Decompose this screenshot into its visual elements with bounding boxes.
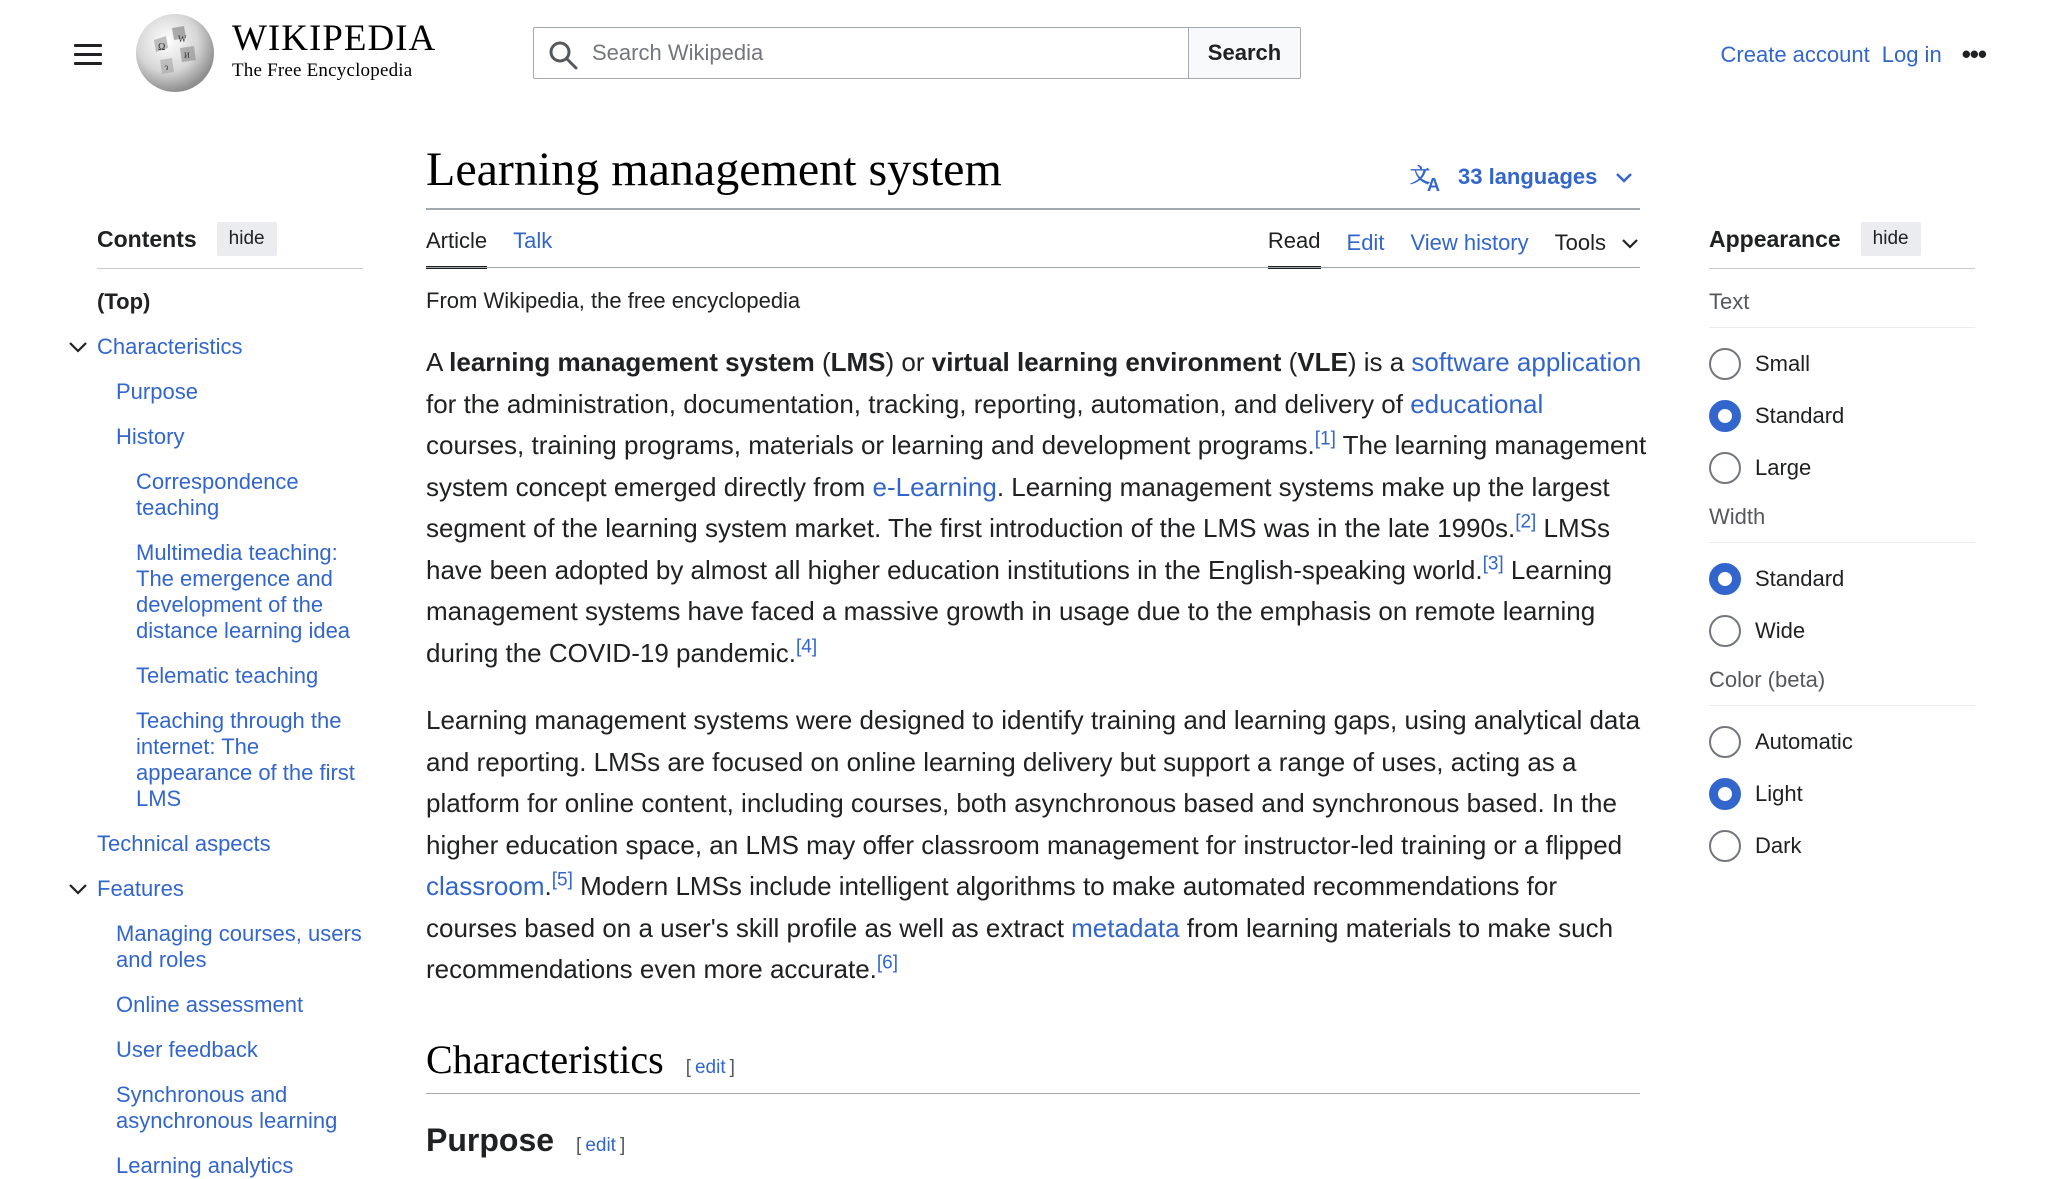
- appearance-panel: [1709, 222, 1975, 882]
- radio-button[interactable]: [1709, 400, 1741, 432]
- section-edit-link[interactable]: edit: [585, 1135, 616, 1156]
- toc-item-managing-courses[interactable]: Managing courses, users and roles: [116, 921, 362, 972]
- text: LMSs have been adopted by almost all higher education institutions in the English-speaking world.: [426, 513, 1610, 585]
- text: Learning management systems have faced a massive growth in usage due to the emphasis on remote learning during the COVID-19 pandemic.: [426, 554, 1613, 668]
- radio-label: Large: [1755, 455, 1812, 480]
- text: Modern LMSs include intelligent algorithms to make automated recommendations for courses based on a user's skill profile as well as extract: [426, 871, 1557, 943]
- radio-label: Standard: [1755, 566, 1845, 591]
- radio-label: Dark: [1755, 833, 1802, 858]
- search-button[interactable]: Search: [1188, 27, 1301, 79]
- wordmark-title: WIKIPEDIA: [232, 18, 437, 59]
- color-option[interactable]: [1709, 726, 1975, 758]
- appearance-title: Appearance: [1709, 225, 1841, 252]
- toc-item-user-feedback[interactable]: User feedback: [116, 1037, 258, 1062]
- toc-item-telematic-teaching[interactable]: Telematic teaching: [136, 663, 319, 688]
- text: ) or: [885, 347, 932, 377]
- title-divider: [426, 208, 1640, 210]
- text-size-option[interactable]: [1709, 452, 1975, 484]
- languages-button[interactable]: [1410, 162, 1635, 195]
- section-edit: [686, 1057, 735, 1079]
- svg-text:W: W: [178, 34, 187, 44]
- toc-hide-button[interactable]: hide: [217, 222, 277, 256]
- main-menu-button[interactable]: [68, 38, 108, 70]
- text: ) is a: [1347, 347, 1412, 377]
- radio-label: Light: [1755, 781, 1803, 806]
- bracket: [: [685, 1057, 691, 1078]
- svg-text:Ω: Ω: [158, 42, 166, 53]
- svg-text:文: 文: [1410, 163, 1430, 187]
- reference-link[interactable]: [5]: [551, 869, 573, 891]
- section-edit-link[interactable]: edit: [694, 1057, 726, 1078]
- toc-item-purpose[interactable]: Purpose: [116, 379, 198, 404]
- width-option[interactable]: [1709, 615, 1975, 647]
- wikipedia-globe-logo[interactable]: [134, 12, 216, 94]
- toc-item-history[interactable]: History: [116, 424, 185, 449]
- tab-read[interactable]: Read: [1268, 228, 1321, 269]
- svg-text:A: A: [1427, 175, 1440, 195]
- link-metadata[interactable]: metadata: [1071, 912, 1180, 943]
- tab-article[interactable]: Article: [426, 228, 487, 269]
- tab-talk[interactable]: Talk: [513, 228, 553, 253]
- toc-item-teaching-through-internet[interactable]: Teaching through the internet: The appearance of the first LMS: [136, 708, 355, 811]
- color-option[interactable]: [1709, 830, 1975, 862]
- search-box: [533, 27, 1189, 79]
- toc-header: [97, 222, 363, 269]
- link-software-application[interactable]: software application: [1411, 347, 1642, 377]
- radio-label: Wide: [1755, 618, 1806, 643]
- tab-view-history[interactable]: View history: [1410, 229, 1529, 255]
- toc-item-label: Features: [97, 876, 184, 901]
- search-icon: [548, 40, 578, 70]
- appearance-header: [1709, 222, 1975, 269]
- bold-term: LMS: [830, 347, 886, 377]
- log-in-link[interactable]: Log in: [1881, 41, 1942, 67]
- link-classroom[interactable]: classroom: [426, 871, 545, 901]
- section-heading-text: Characteristics: [426, 1037, 664, 1082]
- tabs-divider: [426, 267, 1640, 268]
- radio-label: Small: [1755, 351, 1811, 376]
- bold-term: virtual learning environment: [931, 347, 1282, 377]
- namespace-tabs: [426, 228, 578, 269]
- paragraph: [426, 342, 1648, 674]
- text: A: [426, 347, 450, 377]
- toc-item-technical-aspects[interactable]: Technical aspects: [97, 831, 271, 856]
- toc-title: Contents: [97, 225, 197, 252]
- width-group: [1709, 504, 1975, 647]
- wikipedia-wordmark[interactable]: [232, 20, 436, 82]
- toc-item-online-assessment[interactable]: Online assessment: [116, 992, 304, 1017]
- appearance-hide-button[interactable]: hide: [1861, 222, 1921, 256]
- view-tabs: [1242, 228, 1640, 269]
- toc-item-top[interactable]: (Top): [97, 289, 151, 314]
- color-group: [1709, 667, 1975, 862]
- site-subtitle: From Wikipedia, the free encyclopedia: [426, 288, 801, 313]
- radio-button[interactable]: [1709, 615, 1741, 647]
- languages-label: 33 languages: [1458, 164, 1598, 189]
- translate-icon: [1410, 162, 1446, 195]
- text-size-label: Text: [1709, 289, 1975, 328]
- radio-button[interactable]: [1709, 452, 1741, 484]
- paragraph: [426, 700, 1648, 991]
- width-option[interactable]: [1709, 563, 1975, 595]
- radio-button[interactable]: [1709, 348, 1741, 380]
- radio-label: Standard: [1755, 403, 1845, 428]
- text: Learning management systems were designed to identify training and learning gaps, using analytical data and reporting. LMSs are focused on online learning delivery but support a range of uses, acting as a platform for online content, including courses, both asynchronous based and synchronous based. In the higher education space, an LMS may offer classroom management for instructor-led training or a flipped: [426, 705, 1641, 860]
- section-heading-characteristics: [426, 1036, 1640, 1094]
- search-input[interactable]: [534, 28, 1189, 78]
- bracket: ]: [729, 1057, 735, 1078]
- toc-item-label: Characteristics: [97, 334, 243, 359]
- text-size-option[interactable]: [1709, 348, 1975, 380]
- page-title: Learning management system: [426, 143, 1002, 196]
- svg-text:И: И: [184, 51, 190, 60]
- text: for the administration, documentation, tracking, reporting, automation, and delivery of: [426, 388, 1411, 419]
- color-option[interactable]: [1709, 778, 1975, 810]
- reference-link[interactable]: [4]: [795, 635, 818, 657]
- svg-text:ว: ว: [164, 63, 169, 72]
- toc-item-features[interactable]: [97, 876, 363, 902]
- section-edit: [576, 1135, 625, 1157]
- toc-item-multimedia-teaching[interactable]: Multimedia teaching: The emergence and development of the distance learning idea: [136, 540, 351, 643]
- text: from learning materials to make such recommendations even more accurate.: [426, 912, 1614, 984]
- link-educational[interactable]: educational: [1410, 388, 1544, 419]
- text-size-option[interactable]: [1709, 400, 1975, 432]
- article-body: [426, 342, 1648, 1017]
- tab-tools[interactable]: [1555, 230, 1640, 268]
- radio-button[interactable]: [1709, 726, 1741, 758]
- bracket: [: [576, 1135, 582, 1156]
- text: courses, training programs, materials or learning and development programs.: [426, 430, 1315, 460]
- color-label: Color (beta): [1709, 667, 1975, 706]
- tools-label: Tools: [1554, 229, 1606, 255]
- subsection-heading-text: Purpose: [426, 1122, 555, 1158]
- text: .: [544, 871, 552, 901]
- chevron-down-icon[interactable]: [67, 878, 89, 900]
- text-size-group: [1709, 289, 1975, 484]
- section-heading-purpose: [426, 1122, 625, 1159]
- toc-item-learning-analytics[interactable]: Learning analytics: [116, 1153, 294, 1178]
- chevron-down-icon: [1613, 166, 1635, 188]
- create-account-link[interactable]: Create account: [1720, 41, 1870, 67]
- text: The learning management system concept emerged directly from: [426, 430, 1647, 502]
- toc-item-correspondence-teaching[interactable]: Correspondence teaching: [136, 469, 299, 520]
- user-links: [1721, 39, 1986, 70]
- table-of-contents: [97, 222, 363, 1178]
- width-label: Width: [1709, 504, 1975, 543]
- toc-item-synchronous-learning[interactable]: Synchronous and asynchronous learning: [116, 1082, 338, 1133]
- radio-label: Automatic: [1755, 729, 1853, 754]
- radio-button[interactable]: [1709, 778, 1741, 810]
- text: (: [814, 347, 831, 377]
- bold-term: learning management system: [449, 347, 815, 377]
- reference-link[interactable]: [1]: [1314, 428, 1336, 450]
- bold-term: VLE: [1297, 347, 1348, 377]
- reference-link[interactable]: [3]: [1482, 552, 1504, 574]
- more-options-icon[interactable]: •••: [1961, 39, 1986, 69]
- toc-item-characteristics[interactable]: [97, 334, 363, 360]
- radio-button[interactable]: [1709, 563, 1741, 595]
- bracket: ]: [619, 1135, 626, 1156]
- radio-button[interactable]: [1709, 830, 1741, 862]
- link-e-learning[interactable]: e-Learning: [872, 471, 997, 502]
- chevron-down-icon[interactable]: [67, 336, 89, 358]
- reference-link[interactable]: [2]: [1515, 511, 1537, 533]
- chevron-down-icon: [1620, 233, 1640, 253]
- reference-link[interactable]: [6]: [876, 952, 899, 974]
- text: (: [1281, 347, 1298, 377]
- wordmark-tagline: The Free Encyclopedia: [232, 60, 413, 81]
- text: . Learning management systems make up the largest segment of the learning system market. The first introduction of the LMS was in the late 1990s.: [426, 471, 1610, 543]
- tab-edit[interactable]: Edit: [1346, 229, 1385, 255]
